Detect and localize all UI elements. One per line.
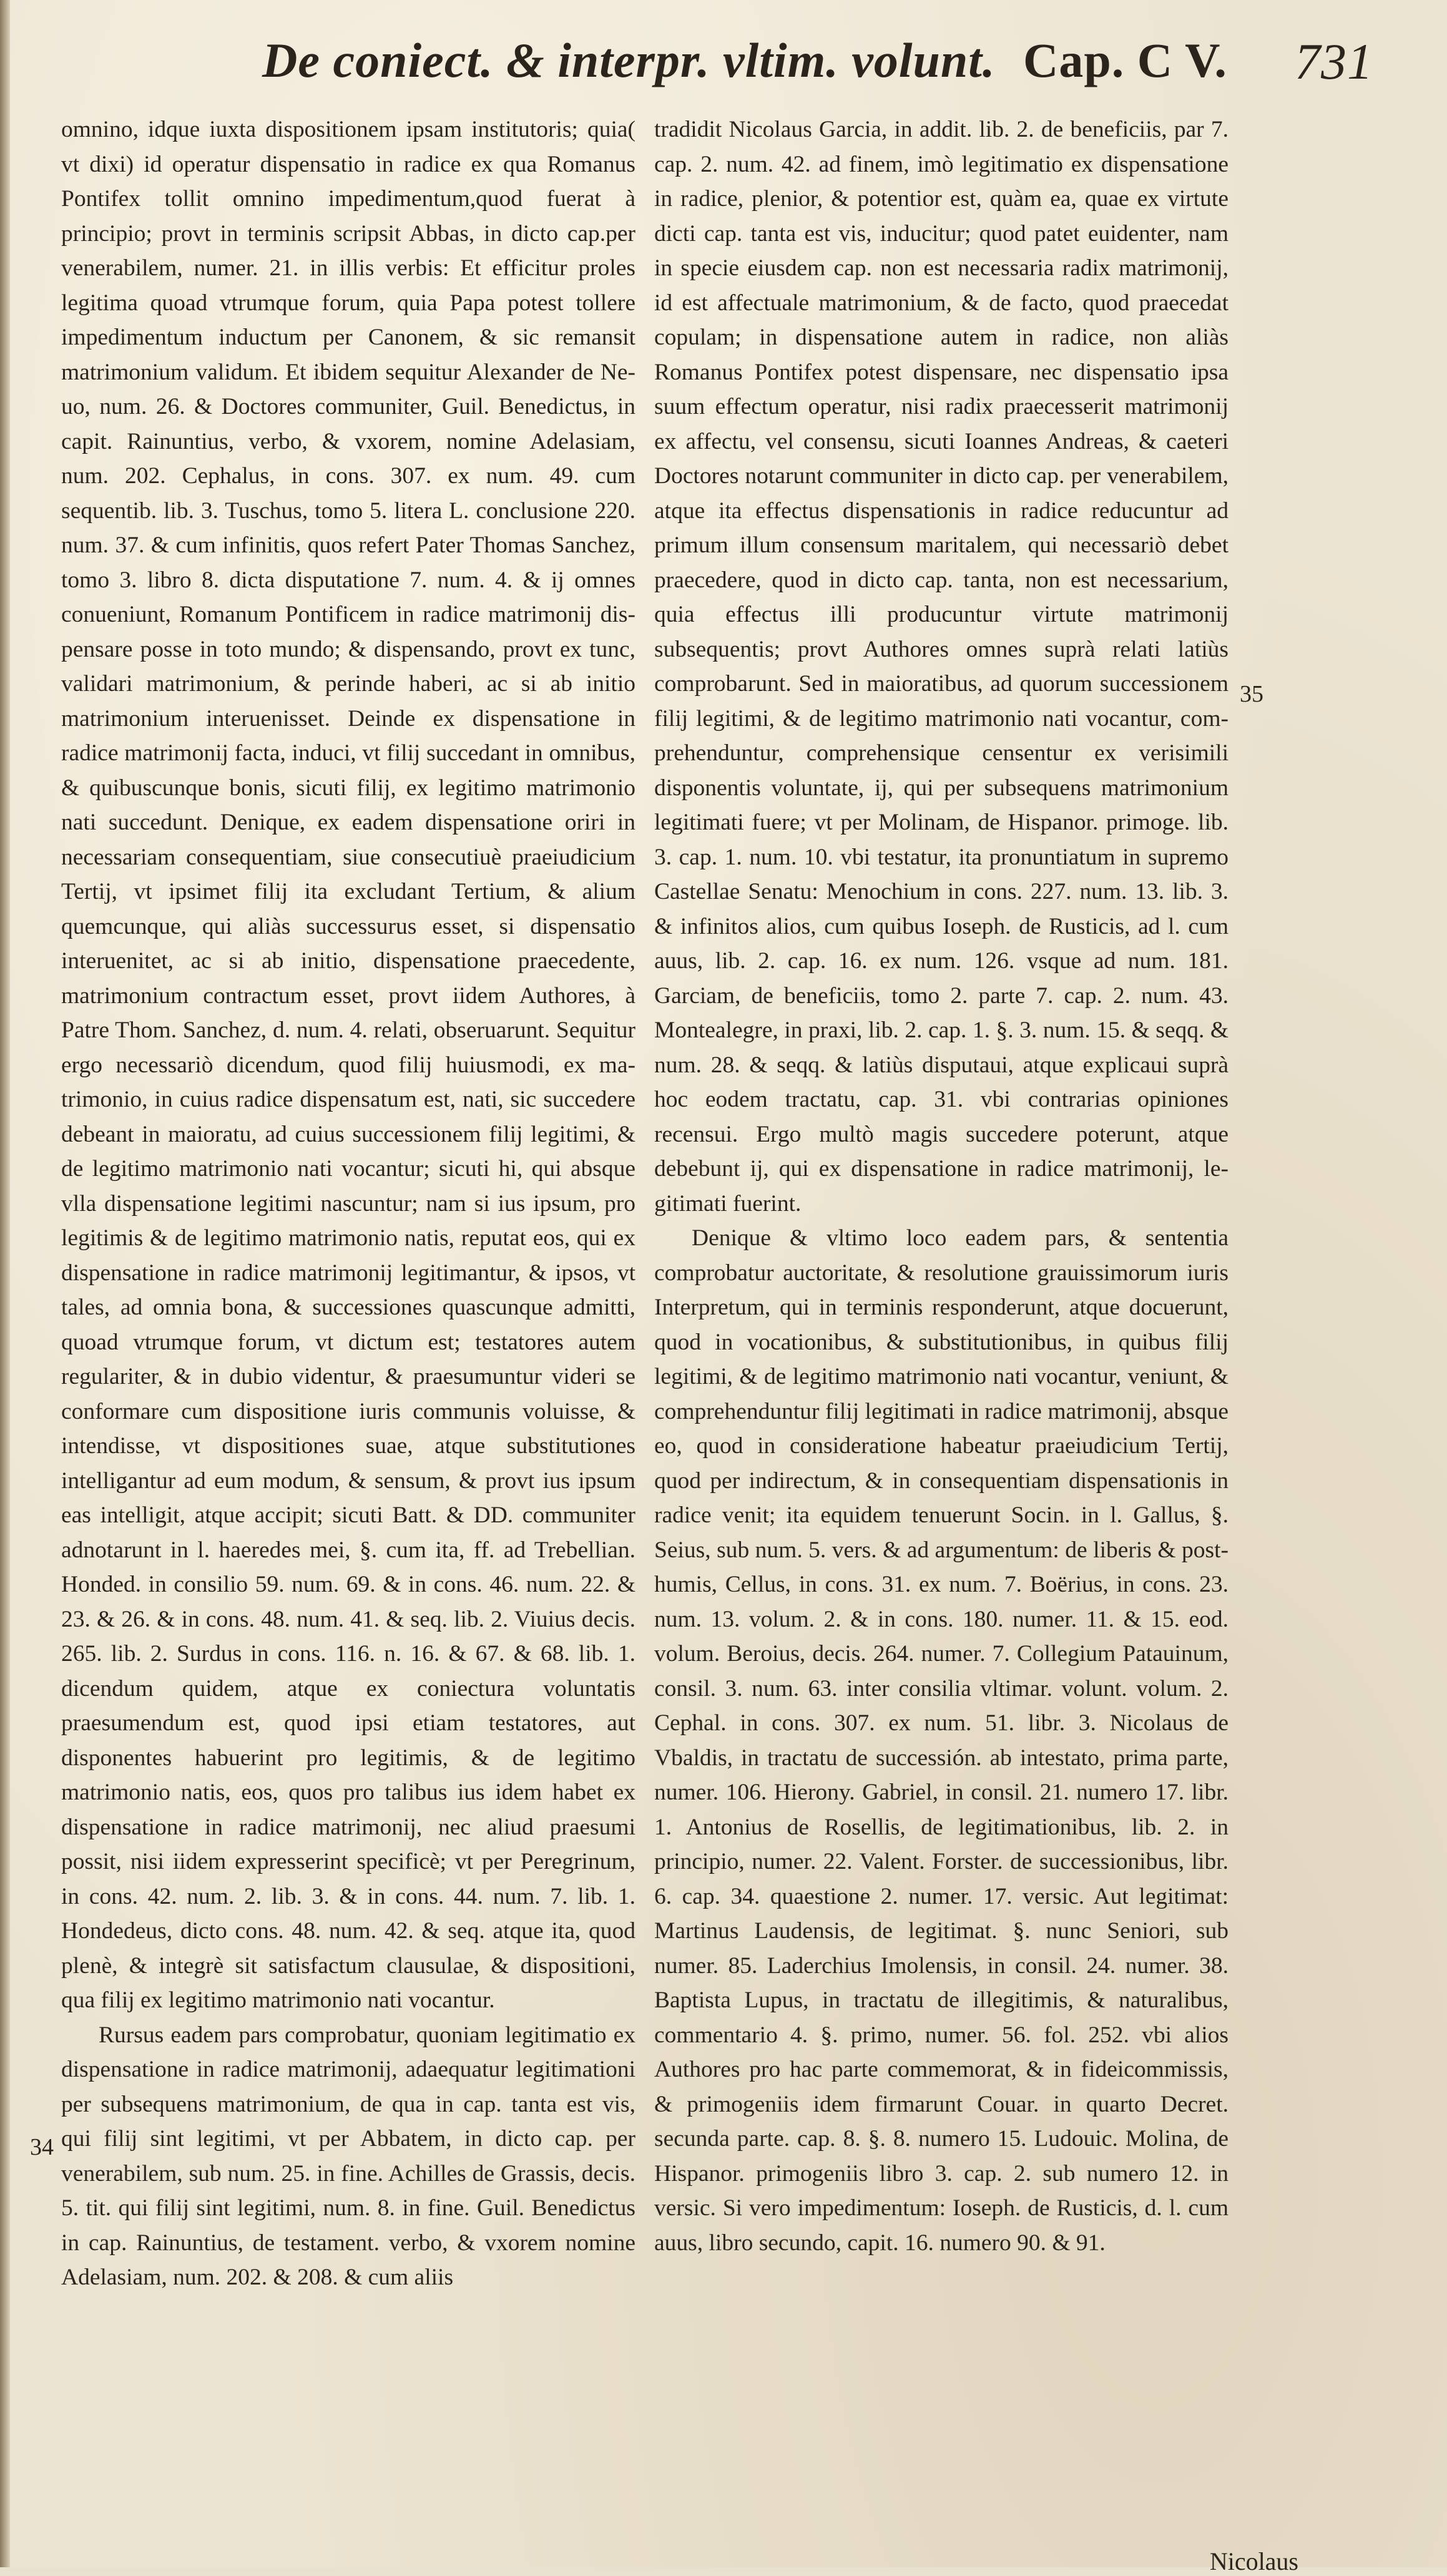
- left-paragraph-2: Rursus eadem pars comprobatur, quoniam legitimatio ex dispensatione in radice matrimonij, adaequatur legitimationi per subsequens matrimonium, de qua in cap. tanta est vis, qui filij sint legitimi, vt per Abbatem, in dicto cap. per venerabilem, sub num. 25. in fine. Achilles de Grassis, decis. 5. tit. qui filij sint legitimi, num. 8. in fine. Guil. Benedictus in cap. Rainuntius, de testament. verbo, & vxorem nomine Adelasiam, num. 202. & 208. & cum aliis: [61, 2022, 635, 2290]
- chapter-label: Cap. C V.: [1023, 33, 1227, 87]
- running-header: [262, 32, 1373, 107]
- page-gutter-edge: [0, 0, 10, 2567]
- right-column: [654, 112, 1229, 2260]
- left-paragraph-1: omnino, idque iuxta dispositionem ipsam institutoris; quia( vt dixi) id operatur dispensatio in radice ex qua Romanus Pontifex tollit omnino impedimentum,quod fuerat à principio; provt in terminis scripsit Abbas, in dicto cap.per venerabilem, numer. 21. in illis verbis: Et efficitur proles legitima quoad vtrumque forum, quia Papa potest tollere impedimentum inductum per Canonem, & sic remansit matrimonium validum. Et ibidem sequitur Alexander de Neuo, num. 26. & Doctores communiter, Guil. Benedictus, in capit. Rainuntius, verbo, & vxorem, nomine Adelasiam, num. 202. Cephalus, in cons. 307. ex num. 49. cum sequentib. lib. 3. Tuschus, tomo 5. litera L. conclusione 220. num. 37. & cum infinitis, quos refert Pater Thomas Sanchez, tomo 3. libro 8. dicta disputatione 7. num. 4. & ij omnes conueniunt, Romanum Pontificem in radice matrimonij dispensare posse in toto mundo; & dispensando, provt ex tunc, validari matrimonium, & perinde haberi, ac si ab initio matrimonium interuenisset. Deinde ex dispensatione in radice matrimonij facta, induci, vt filij succedant in omnibus, & quibuscunque bonis, sicuti filij, ex legitimo matrimonio nati succedunt. Denique, ex eadem dispensatione oriri in necessariam consequentiam, siue consecutiuè praeiudicium Tertij, vt ipsimet filij ita excludant Tertium, & alium quemcunque, qui aliàs successurus esset, si dispensatio interuenitet, ac si ab initio, dispensatione praecedente, matrimonium contractum esset, provt iidem Authores, à Patre Thom. Sanchez, d. num. 4. relati, obseruarunt. Sequitur ergo necessariò dicendum, quod filij huiusmodi, ex matrimonio, in cuius radice dispensatum est, nati, sic succedere debeant in maioratu, ad cuius successionem filij legitimi, & de legitimo matrimonio nati vocantur; sicuti hi, qui absque vlla dispensatione legitimi nascuntur; nam si ius ipsum, pro legitimis & de legitimo matrimonio natis, reputat eos, qui ex dispensatione in radice matrimonij legitimantur, & ipsos, vt tales, ad omnia bona, & successiones quascunque admitti, quoad vtrumque forum, vt dictum est; testatores autem regulariter, & in dubio videntur, & praesumuntur videri se conformare cum dispositione iuris communis voluisse, & intendisse, vt dispositiones suae, atque substitutiones intelligantur ad eum modum, & sensum, & provt ius ipsum eas intelligit, atque accipit; sicuti Batt. & DD. communiter adnotarunt in l. haeredes mei, §. cum ita, ff. ad Trebellian. Honded. in consilio 59. num. 69. & in cons. 46. num. 22. & 23. & 26. & in cons. 48. num. 41. & seq. lib. 2. Viuius decis. 265. lib. 2. Surdus in cons. 116. n. 16. & 67. & 68. lib. 1. dicendum quidem, atque ex coniectura voluntatis praesumendum est, quod ipsi etiam testatores, aut disponentes habuerint pro legitimis, & de legitimo matrimonio natis, eos, quos pro talibus ius idem habet ex dispensatione in radice matrimonij, nec aliud praesumi possit, nisi iidem expresserint specificè; vt per Peregrinum, in cons. 42. num. 2. lib. 3. & in cons. 44. num. 7. lib. 1. Hondedeus, dicto cons. 48. num. 42. & seq. atque ita, quod plenè, & integrè sit satisfactum clausulae, & dispositioni, qua filij ex legitimo matrimonio nati vocantur.: [61, 117, 635, 2013]
- margin-number-right: 35: [1240, 681, 1263, 707]
- catchword: Nicolaus: [1209, 2547, 1298, 2575]
- right-paragraph-1: tradidit Nicolaus Garcia, in addit. lib. 2. de beneficiis, par 7. cap. 2. num. 42. ad finem, imò legitimatio ex dispensatione in radice, plenior, & potentior est, quàm ea, quae ex virtute dicti cap. tanta est vis, inducitur; quod patet euidenter, nam in specie eiusdem cap. non est necessaria radix matrimonij, id est affectuale matrimonium, & de facto, quod praecedat copulam; in dispensatione autem in radice, non aliàs Romanus Pontifex potest dispensare, nec dispensatio ipsa suum effectum operatur, nisi radix praecesserit matrimonij ex affectu, vel consensu, sicuti Ioannes Andreas, & caeteri Doctores notarunt communiter in dicto cap. per venerabilem, atque ita effectus dispensationis in radice reducuntur ad primum illum consensum maritalem, qui necessariò debet praecedere, quod in dicto cap. tanta, non est necessarium, quia effectus illi producuntur virtute matrimonij subsequentis; provt Authores omnes suprà relati latiùs comprobarunt. Sed in maioratibus, ad quorum successionem filij legitimi, & de legitimo matrimonio nati vocantur, comprehenduntur, comprehensique censentur ex verisimili disponentis voluntate, ij, qui per subsequens matrimonium legitimati fuere; vt per Molinam, de Hispanor. primoge. lib. 3. cap. 1. num. 10. vbi testatur, ita pronuntiatum in supremo Castellae Senatu: Menochium in cons. 227. num. 13. lib. 3. & infinitos alios, cum quibus Ioseph. de Rusticis, ad l. cum auus, lib. 2. cap. 16. ex num. 126. vsque ad num. 181. Garciam, de beneficiis, tomo 2. parte 7. cap. 2. num. 43. Montealegre, in praxi, lib. 2. cap. 1. §. 3. num. 15. & seqq. & num. 28. & seqq. & latiùs disputaui, atque explicaui suprà hoc eodem tractatu, cap. 31. vbi contrarias opiniones recensui. Ergo multò magis succedere poterunt, atque debebunt ij, qui ex dispensatione in radice matrimonij, legitimati fuerint.: [654, 117, 1229, 1217]
- right-paragraph-2: Denique & vltimo loco eadem pars, & sententia comprobatur auctoritate, & resolutione grauissimorum iuris Interpretum, qui in terminis responderunt, atque docuerunt, quod in vocationibus, & substitutionibus, in quibus filij legitimi, & de legitimo matrimonio nati vocantur, veniunt, & comprehenduntur filij legitimati in radice matrimonij, absque eo, quod in consideratione habeatur praeiudicium Tertij, quod per indirectum, & in consequentiam dispensationis in radice venit; ita equidem tenuerunt Socin. in l. Gallus, §. Seius, sub num. 5. vers. & ad argumentum: de liberis & posthumis, Cellus, in cons. 31. ex num. 7. Boërius, in cons. 23. num. 13. volum. 2. & in cons. 180. numer. 11. & 15. eod. volum. Beroius, decis. 264. numer. 7. Collegium Patauinum, consil. 3. num. 63. inter consilia vltimar. volunt. volum. 2. Cephal. in cons. 307. ex num. 51. libr. 3. Nicolaus de Vbaldis, in tractatu de successión. ab intestato, prima parte, numer. 106. Hierony. Gabriel, in consil. 21. numero 17. libr. 1. Antonius de Rosellis, de legitimationibus, lib. 2. in principio, numer. 22. Valent. Forster. de successionibus, libr. 6. cap. 34. quaestione 2. numer. 17. versic. Aut legitimat: Martinus Laudensis, de legitimat. §. nunc Seniori, sub numer. 85. Laderchius Imolensis, in consil. 24. numer. 38. Baptista Lupus, in tractatu de illegitimis, & naturalibus, commentario 4. §. primo, numer. 56. fol. 252. vbi alios Authores pro hac parte commemorat, & in fideicommissis, & primogeniis idem firmarunt Couar. in quarto Decret. secunda parte. cap. 8. §. 8. numero 15. Ludouic. Molina, de Hispanor. primogeniis libro 3. cap. 2. sub numero 12. in versic. Si vero impedimentum: Ioseph. de Rusticis, d. l. cum auus, libro secundo, capit. 16. numero 90. & 91.: [654, 1225, 1229, 2256]
- page-number: 731: [1295, 33, 1373, 90]
- running-title: De coniect. & interpr. vltim. volunt.: [262, 33, 996, 87]
- left-column: [61, 112, 635, 2295]
- margin-number-left: 34: [30, 2134, 54, 2160]
